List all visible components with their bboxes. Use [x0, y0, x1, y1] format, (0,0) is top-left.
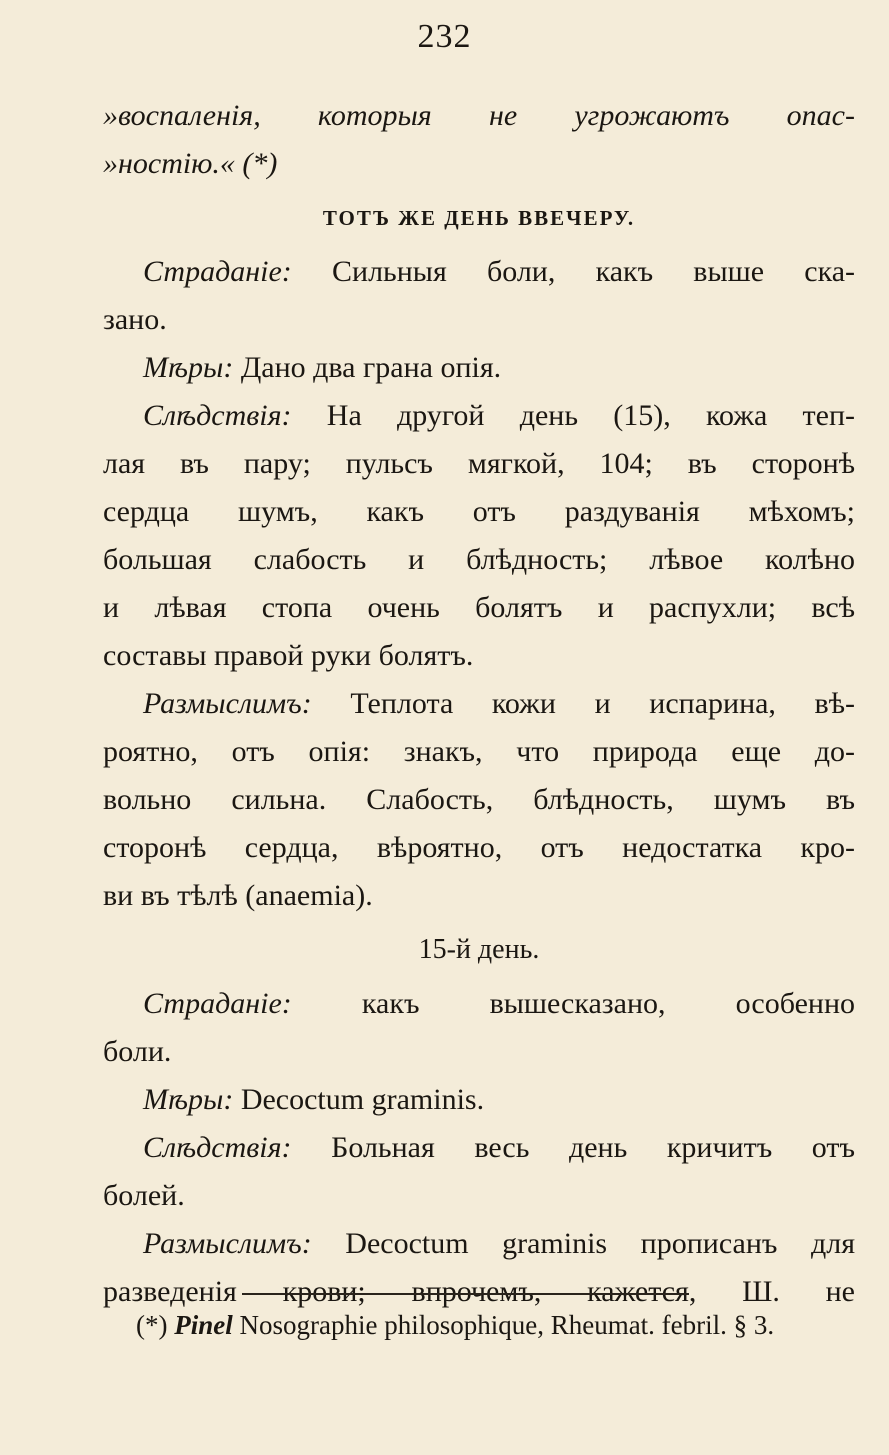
paragraph-line: роятно, отъ опiя: знакъ, что природа еще до-	[103, 735, 855, 768]
footnote-text: Nosographie philosophique, Rheumat. febril. § 3.	[232, 1310, 775, 1340]
paragraph-text: Сильныя боли, какъ выше ска-	[291, 255, 855, 288]
paragraph-line: сердца шумъ, какъ отъ раздуванiя мѣхомъ;	[103, 495, 855, 528]
section-heading: 15-й день.	[418, 934, 540, 965]
paragraph-line: и лѣвая стопа очень болятъ и распухли; всѣ	[103, 591, 855, 624]
paragraph-line: лая въ пару; пульсъ мягкой, 104; въ сторонѣ	[103, 447, 855, 480]
paragraph-line: болей.	[103, 1179, 185, 1212]
paragraph-label: Мѣры:	[143, 351, 234, 384]
paragraph-label: Размыслимъ:	[143, 1227, 312, 1260]
paragraph-line: зано.	[103, 303, 167, 336]
paragraph-text: Больная весь день кричитъ отъ	[291, 1131, 855, 1164]
quote-line: »ностiю.« (*)	[103, 147, 278, 180]
section-heading: ТОТЪ ЖЕ ДЕНЬ ВВЕЧЕРУ.	[322, 206, 636, 230]
footnote-marker: (*)	[136, 1310, 168, 1340]
paragraph-line: большая слабость и блѣдность; лѣвое колѣно	[103, 543, 855, 576]
footnote-divider	[242, 1293, 689, 1295]
page-number: 232	[417, 18, 472, 55]
paragraph-line: боли.	[103, 1035, 172, 1068]
footnote	[136, 1305, 861, 1345]
page-body	[103, 92, 855, 1316]
paragraph-text: Decoctum graminis прописанъ для	[311, 1227, 855, 1260]
paragraph-line: составы правой руки болятъ.	[103, 639, 474, 672]
paragraph-line	[103, 344, 855, 392]
paragraph-label: Размыслимъ:	[143, 687, 312, 720]
paragraph-line	[103, 1220, 855, 1268]
paragraph-line	[103, 680, 855, 728]
paragraph-line: ви въ тѣлѣ (anaemia).	[103, 879, 373, 912]
paragraph-text: Теплота кожи и испарина, вѣ-	[311, 687, 855, 720]
paragraph-label: Мѣры:	[143, 1083, 234, 1116]
paragraph-line	[103, 392, 855, 440]
paragraph-label: Страданiе:	[143, 255, 292, 288]
paragraph-line: разведенiя крови; впрочемъ, кажется, Ш. не	[103, 1275, 855, 1308]
paragraph-line	[103, 1124, 855, 1172]
paragraph-text: На другой день (15), кожа теп-	[291, 399, 855, 432]
paragraph-label: Слѣдствiя:	[143, 1131, 292, 1164]
paragraph-text: какъ вышесказано, особенно	[291, 987, 855, 1020]
paragraph-line: вольно сильна. Слабость, блѣдность, шумъ въ	[103, 783, 855, 816]
paragraph-line	[103, 1076, 855, 1124]
paragraph-label: Слѣдствiя:	[143, 399, 292, 432]
paragraph-line: сторонѣ сердца, вѣроятно, отъ недостатка кро-	[103, 831, 855, 864]
quote-line: »воспаленiя, которыя не угрожаютъ опас-	[103, 99, 855, 132]
paragraph-text: Дано два грана опiя.	[233, 351, 502, 384]
paragraph-text: Decoctum graminis.	[233, 1083, 485, 1116]
paragraph-line	[103, 980, 855, 1028]
paragraph-line	[103, 248, 855, 296]
paragraph-label: Страданiе:	[143, 987, 292, 1020]
footnote-author: Pinel	[174, 1310, 233, 1340]
